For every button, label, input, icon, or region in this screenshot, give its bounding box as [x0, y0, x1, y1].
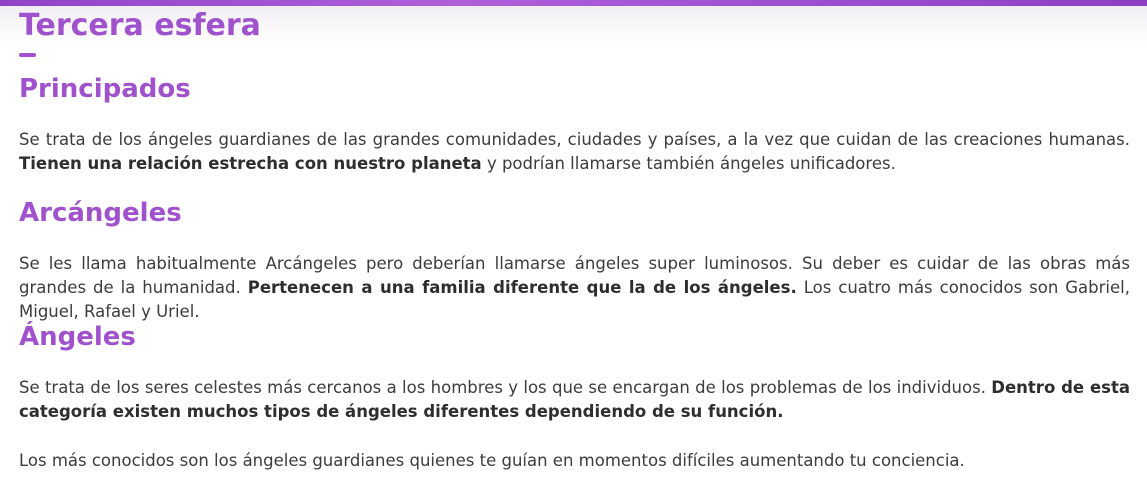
paragraph-angeles [19, 376, 1130, 424]
paragraph-principados [19, 128, 1130, 176]
paragraph-text: Se trata de los seres celestes más cercanos a los hombres y los que se encargan de los problemas de los individuos. [19, 378, 992, 397]
paragraph-text: y podrían llamarse también ángeles unificadores. [481, 154, 896, 173]
page-title: Tercera esfera [19, 8, 261, 43]
paragraph-text: Se les llama habitualmente Arcángeles pero deberían llamarse ángeles super luminosos. Su deber es cuidar de las obras más grandes de la humanidad. [19, 254, 1130, 297]
paragraph-text: Se trata de los ángeles guardianes de las grandes comunidades, ciudades y países, a la vez que cuidan de las creaciones humanas. [19, 130, 1130, 149]
heading-principados: Principados [19, 74, 191, 104]
title-underline [19, 53, 36, 57]
paragraph-text: Los cuatro más conocidos son Gabriel, Miguel, Rafael y Uriel. [19, 278, 1130, 321]
paragraph-bold-text: Tienen una relación estrecha con nuestro planeta [19, 154, 482, 173]
paragraph-arcangeles [19, 252, 1130, 324]
paragraph-bold-text: Dentro de esta categoría existen muchos tipos de ángeles diferentes dependiendo de su función. [19, 378, 1130, 421]
paragraph-bold-text: Pertenecen a una familia diferente que la de los ángeles. [247, 278, 797, 297]
heading-arcangeles: Arcángeles [19, 198, 182, 228]
paragraph-angeles-guardianes: Los más conocidos son los ángeles guardianes quienes te guían en momentos difíciles aumentando tu conciencia. [19, 451, 965, 470]
heading-angeles: Ángeles [19, 322, 136, 352]
